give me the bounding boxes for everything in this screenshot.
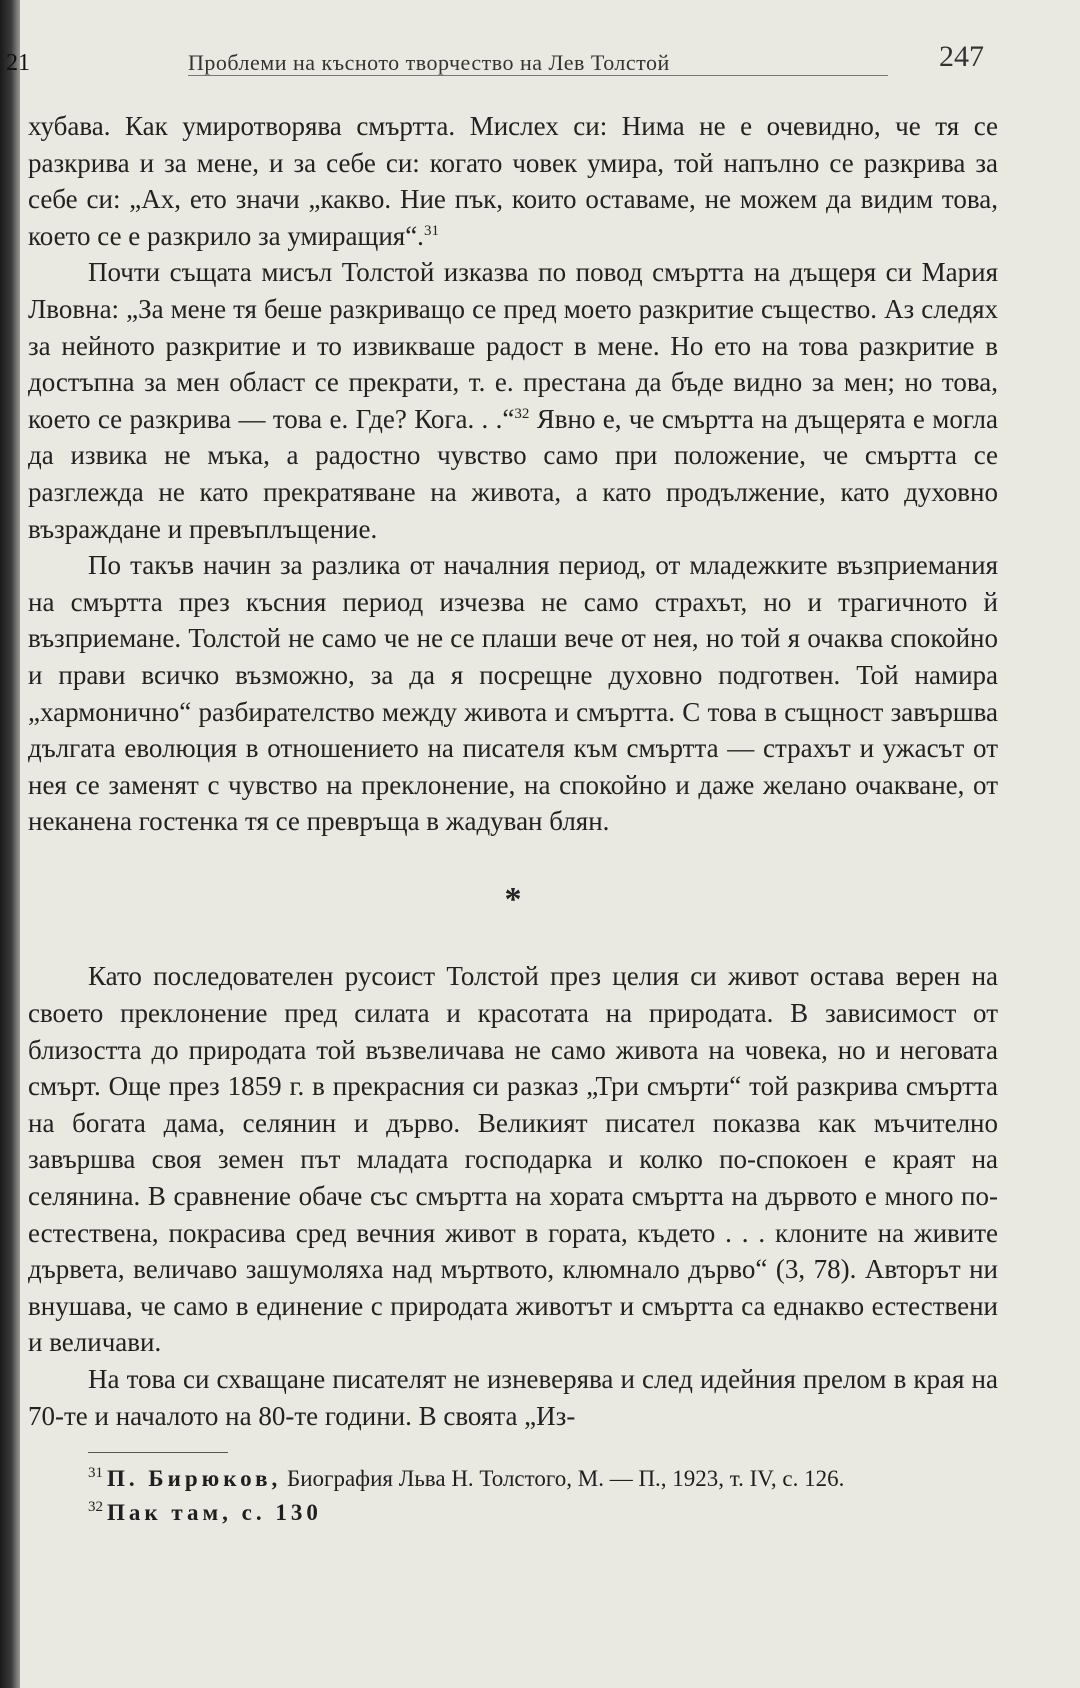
paragraph-2-text-a: Почти същата мисъл Толстой изказва по повод смъртта на дъщеря си Мария Лвовна: „За мене тя беше разкриващо се пред моето разкритие същество. Аз следях за нейното разкритие и то извикваше радост в мене. Но ето на това разкритие в достъпна за мен област се прекрати, т. е. престана да бъде видно за мен; но това, което се разкрива — това е. Где? Кога. . .“ — [28, 257, 998, 434]
page — [6, 30, 1040, 1670]
footnote-ref-32: 32 — [514, 405, 530, 422]
paragraph-4: Като последователен русоист Толстой през целия си живот остава верен на своето преклонение пред силата и красотата на природата. В зависимост от близостта до природата той възвеличава не само живота на човека, но и неговата смърт. Още през 1859 г. в прекрасния си разказ „Три смърти“ той разкрива смъртта на богата дама, селянин и дърво. Великият писател показва как мъчително завършва своя земен път младата господарка и колко по-спокоен е краят на селянина. В сравнение обаче със смъртта на хората смъртта на дървото е много по-естествена, покрасива сред вечния живот в гората, където . . . клоните на живите дървета, величаво зашумоляха над мъртвото, клюмнало дърво“ (3, 78). Авторът ни внушава, че само в единение с природата животът и смъртта са еднакво естествени и величави. — [28, 961, 998, 1358]
main-text — [28, 108, 998, 1434]
section-separator: * — [504, 880, 522, 918]
book-spine-shadow — [0, 0, 20, 1688]
page-number: 247 — [939, 40, 984, 73]
footnotes — [28, 1462, 998, 1530]
footnote-31 — [28, 1462, 998, 1496]
paragraph-3: По такъв начин за разлика от началния период, от младежките възприемания на смъртта през късния период изчезва не само страхът, но и трагичното й възприемане. Толстой не само че не се плаши вече от нея, но той я очаква спокойно и прави всичко възможно, за да я посрещне духовно подготвен. Той намира „хармонично“ разбирателство между живота и смъртта. С това в същност завършва дългата еволюция в отношението на писателя към смъртта — страхът и ужасът от нея се заменят с чувство на преклонение, на спокойно и даже желано очакване, от неканена гостенка тя се превръща в жадуван блян. — [28, 550, 998, 837]
paragraph-2-text-b: Явно е, че смъртта на дъщерята е могла да извика не мъка, а радостно чувство само при положение, че смъртта се разглежда не като прекратяване на живота, а като продължение, като духовно възраждане и превъплъщение. — [28, 403, 998, 544]
running-title: Проблеми на късното творчество на Лев Толстой — [188, 50, 670, 75]
header-rule — [188, 75, 888, 76]
footnote-ref-31: 31 — [423, 222, 439, 239]
paragraph-1 — [28, 108, 998, 254]
footnote-32 — [28, 1496, 998, 1530]
paragraph-1-text: хубава. Как умиротворява смъртта. Мислех си: Нима не е очевидно, че тя се разкрива и за мене, и за себе си: когато човек умира, той напълно се разкрива за себе си: „Ах, ето значи „какво. Ние пък, които оставаме, не можем да видим това, което се е разкрило за умиращия“. — [28, 111, 998, 251]
previous-page-fragment: 21 — [6, 50, 30, 76]
footnote-31-text: Биография Льва Н. Толстого, М. — П., 1923, т. IV, с. 126. — [281, 1466, 845, 1491]
page-header — [6, 30, 1040, 86]
footnote-31-author: П. Бирюков, — [107, 1466, 282, 1491]
paragraph-5: На това си схващане писателят не изневерява и след идейния прелом в края на 70-те и началото на 80-те години. В своята „Из- — [28, 1364, 998, 1431]
footnote-32-number: 32 — [88, 1499, 103, 1516]
footnote-31-number: 31 — [88, 1465, 103, 1482]
footnote-rule — [88, 1452, 228, 1453]
paragraph-2 — [28, 254, 998, 547]
footnote-32-text: Пак там, с. 130 — [107, 1500, 322, 1525]
